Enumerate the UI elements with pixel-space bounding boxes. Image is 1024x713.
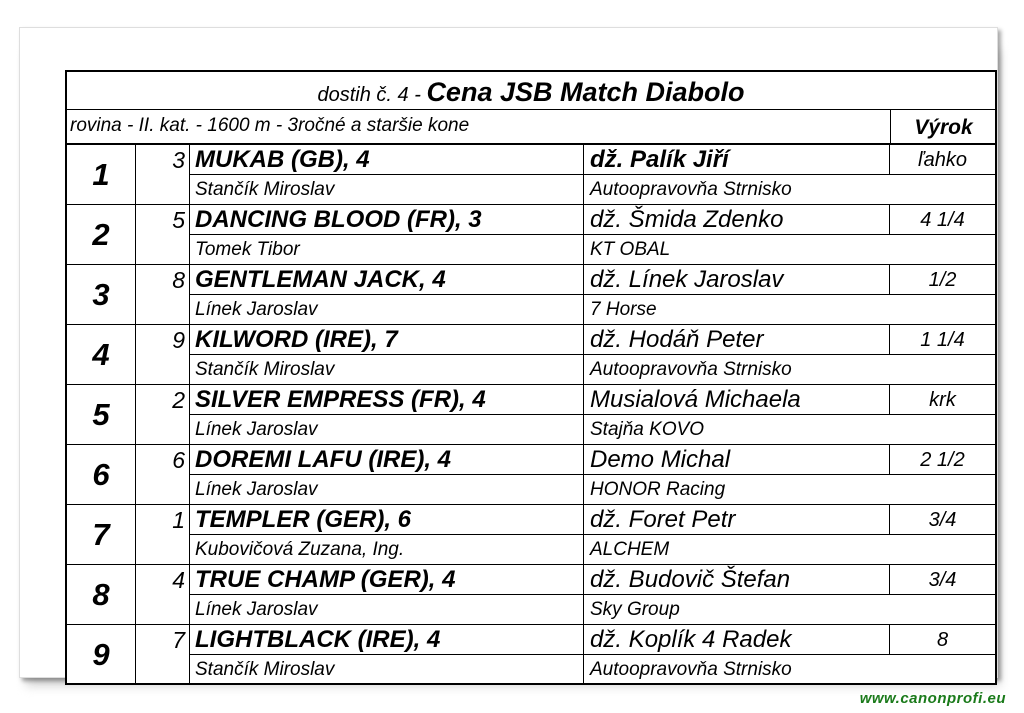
finish-place: 8 <box>67 565 136 624</box>
owner-name: 7 Horse <box>590 299 657 320</box>
race-title-main: Cena JSB Match Diabolo <box>426 77 745 107</box>
finish-margin: ľahko <box>890 145 995 175</box>
jockey-name: dž. Koplík 4 Radek <box>584 625 890 655</box>
start-number: 5 <box>136 205 190 264</box>
horse-name: SILVER EMPRESS (FR), 4 <box>190 385 584 415</box>
finish-place: 6 <box>67 445 136 504</box>
jockey-name: dž. Budovič Štefan <box>584 565 890 595</box>
result-row <box>67 325 995 385</box>
finish-margin: 1/2 <box>890 265 995 295</box>
finish-place: 2 <box>67 205 136 264</box>
results-sheet <box>65 70 997 685</box>
result-row <box>67 625 995 685</box>
finish-margin: krk <box>890 385 995 415</box>
photo-frame <box>19 27 998 678</box>
result-row <box>67 265 995 325</box>
start-number: 6 <box>136 445 190 504</box>
race-title-prefix: dostih č. 4 - <box>317 84 427 106</box>
trainer-name: Stančík Miroslav <box>190 655 584 684</box>
result-row <box>67 445 995 505</box>
horse-name: GENTLEMAN JACK, 4 <box>190 265 584 295</box>
finish-place: 9 <box>67 625 136 684</box>
result-row <box>67 565 995 625</box>
results-table <box>67 145 995 685</box>
start-number: 9 <box>136 325 190 384</box>
start-number: 4 <box>136 565 190 624</box>
margin-header: Výrok <box>890 110 996 143</box>
start-number: 2 <box>136 385 190 444</box>
horse-name: LIGHTBLACK (IRE), 4 <box>190 625 584 655</box>
trainer-name: Línek Jaroslav <box>190 415 584 444</box>
result-row <box>67 205 995 265</box>
start-number: 3 <box>136 145 190 204</box>
jockey-name: dž. Palík Jiří <box>584 145 890 175</box>
owner-name: KT OBAL <box>590 239 671 260</box>
finish-place: 1 <box>67 145 136 204</box>
start-number: 8 <box>136 265 190 324</box>
trainer-name: Kubovičová Zuzana, Ing. <box>190 535 584 564</box>
horse-name: DANCING BLOOD (FR), 3 <box>190 205 584 235</box>
race-title <box>67 72 995 110</box>
finish-margin: 1 1/4 <box>890 325 995 355</box>
finish-margin: 2 1/2 <box>890 445 995 475</box>
trainer-name: Tomek Tibor <box>190 235 584 264</box>
trainer-name: Línek Jaroslav <box>190 595 584 624</box>
finish-place: 5 <box>67 385 136 444</box>
owner-name: Autoopravovňa Strnisko <box>590 179 792 200</box>
finish-margin: 3/4 <box>890 565 995 595</box>
result-row <box>67 505 995 565</box>
jockey-name: dž. Šmida Zdenko <box>584 205 890 235</box>
jockey-name: Musialová Michaela <box>584 385 890 415</box>
finish-place: 7 <box>67 505 136 564</box>
finish-margin: 4 1/4 <box>890 205 995 235</box>
horse-name: KILWORD (IRE), 7 <box>190 325 584 355</box>
result-row <box>67 385 995 445</box>
result-row <box>67 145 995 205</box>
finish-place: 4 <box>67 325 136 384</box>
trainer-name: Línek Jaroslav <box>190 295 584 324</box>
trainer-name: Stančík Miroslav <box>190 175 584 204</box>
jockey-name: dž. Foret Petr <box>584 505 890 535</box>
start-number: 7 <box>136 625 190 684</box>
horse-name: TRUE CHAMP (GER), 4 <box>190 565 584 595</box>
jockey-name: Demo Michal <box>584 445 890 475</box>
owner-name: Autoopravovňa Strnisko <box>590 659 792 680</box>
race-conditions-row <box>67 110 995 145</box>
jockey-name: dž. Línek Jaroslav <box>584 265 890 295</box>
trainer-name: Línek Jaroslav <box>190 475 584 504</box>
owner-name: Stajňa KOVO <box>590 419 705 440</box>
owner-name: HONOR Racing <box>590 479 726 500</box>
trainer-name: Stančík Miroslav <box>190 355 584 384</box>
owner-name: ALCHEM <box>590 539 670 560</box>
race-conditions: rovina - II. kat. - 1600 m - 3ročné a staršie kone <box>70 115 470 136</box>
finish-margin: 3/4 <box>890 505 995 535</box>
watermark: www.canonprofi.eu <box>859 690 1006 707</box>
horse-name: TEMPLER (GER), 6 <box>190 505 584 535</box>
owner-name: Autoopravovňa Strnisko <box>590 359 792 380</box>
jockey-name: dž. Hodáň Peter <box>584 325 890 355</box>
owner-name: Sky Group <box>590 599 680 620</box>
finish-margin: 8 <box>890 625 995 655</box>
horse-name: DOREMI LAFU (IRE), 4 <box>190 445 584 475</box>
start-number: 1 <box>136 505 190 564</box>
finish-place: 3 <box>67 265 136 324</box>
horse-name: MUKAB (GB), 4 <box>190 145 584 175</box>
